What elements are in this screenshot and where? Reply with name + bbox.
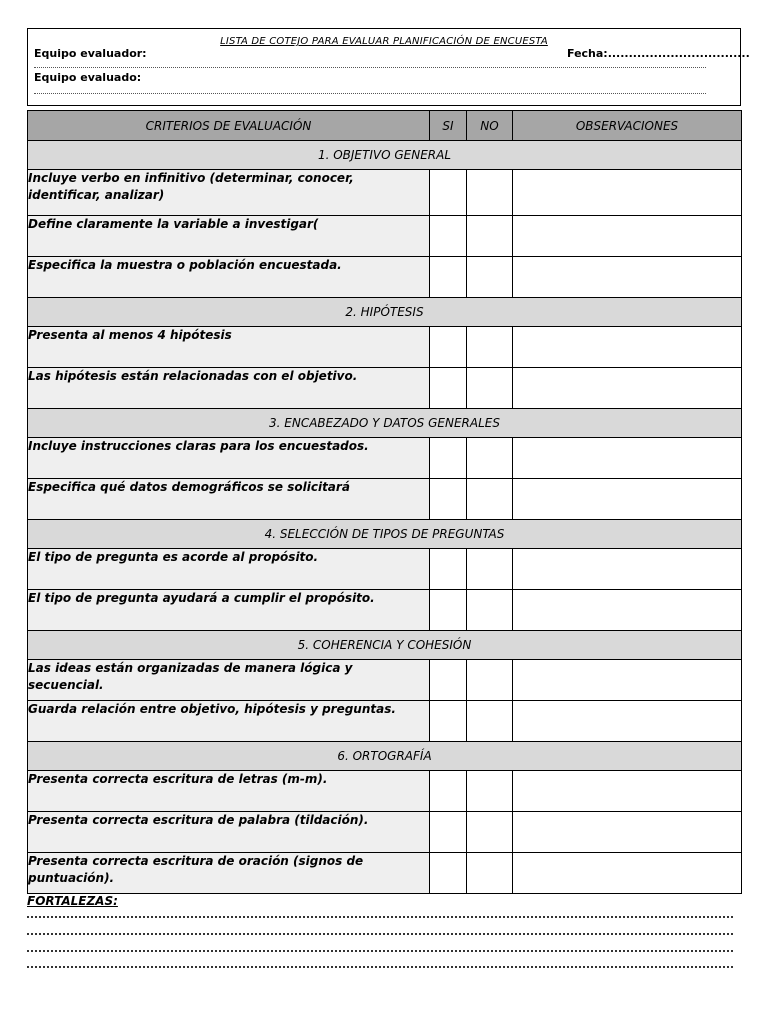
- observations-cell[interactable]: [513, 216, 742, 257]
- si-checkbox-cell[interactable]: [430, 812, 467, 853]
- si-checkbox-cell[interactable]: [430, 701, 467, 742]
- section-row: [28, 520, 742, 549]
- no-checkbox-cell[interactable]: [467, 853, 513, 894]
- observations-cell[interactable]: [513, 368, 742, 409]
- criterion-text: El tipo de pregunta es acorde al propósito.: [28, 549, 430, 590]
- section-row: [28, 631, 742, 660]
- observations-cell[interactable]: [513, 701, 742, 742]
- observations-cell[interactable]: [513, 479, 742, 520]
- section-row: [28, 409, 742, 438]
- si-checkbox-cell[interactable]: [430, 170, 467, 216]
- observations-cell[interactable]: [513, 438, 742, 479]
- form-title: LISTA DE COTEJO PARA EVALUAR PLANIFICACIÓN DE ENCUESTA: [220, 36, 548, 47]
- si-checkbox-cell[interactable]: [430, 216, 467, 257]
- criterion-text: Presenta correcta escritura de letras (m-m).: [28, 771, 430, 812]
- criterion-row: [28, 812, 742, 853]
- criterion-row: [28, 853, 742, 894]
- column-header-observations: OBSERVACIONES: [513, 111, 742, 141]
- criterion-row: [28, 660, 742, 701]
- criterion-row: [28, 771, 742, 812]
- no-checkbox-cell[interactable]: [467, 170, 513, 216]
- criterion-text: Las hipótesis están relacionadas con el objetivo.: [28, 368, 430, 409]
- section-title: 2. HIPÓTESIS: [28, 298, 742, 327]
- evaluated-line[interactable]: [34, 93, 706, 94]
- si-checkbox-cell[interactable]: [430, 853, 467, 894]
- no-checkbox-cell[interactable]: [467, 660, 513, 701]
- fortalezas-line[interactable]: [27, 966, 733, 968]
- observations-cell[interactable]: [513, 853, 742, 894]
- criterion-row: [28, 170, 742, 216]
- section-title: 3. ENCABEZADO Y DATOS GENERALES: [28, 409, 742, 438]
- column-header-criteria: CRITERIOS DE EVALUACIÓN: [28, 111, 430, 141]
- evaluator-label: Equipo evaluador:: [34, 47, 147, 60]
- observations-cell[interactable]: [513, 327, 742, 368]
- si-checkbox-cell[interactable]: [430, 549, 467, 590]
- no-checkbox-cell[interactable]: [467, 257, 513, 298]
- no-checkbox-cell[interactable]: [467, 368, 513, 409]
- criterion-text: Define claramente la variable a investigar(: [28, 216, 430, 257]
- observations-cell[interactable]: [513, 660, 742, 701]
- criterion-text: Especifica qué datos demográficos se solicitará: [28, 479, 430, 520]
- si-checkbox-cell[interactable]: [430, 590, 467, 631]
- observations-cell[interactable]: [513, 590, 742, 631]
- criterion-text: Presenta correcta escritura de oración (signos de puntuación).: [28, 853, 430, 894]
- criterion-text: Presenta correcta escritura de palabra (tildación).: [28, 812, 430, 853]
- no-checkbox-cell[interactable]: [467, 549, 513, 590]
- fortalezas-label: FORTALEZAS:: [27, 894, 118, 908]
- evaluator-line[interactable]: [34, 67, 706, 68]
- criterion-row: [28, 327, 742, 368]
- observations-cell[interactable]: [513, 812, 742, 853]
- no-checkbox-cell[interactable]: [467, 438, 513, 479]
- observations-cell[interactable]: [513, 549, 742, 590]
- section-row: [28, 742, 742, 771]
- date-field[interactable]: Fecha:..................................: [567, 47, 750, 60]
- criterion-text: Incluye instrucciones claras para los encuestados.: [28, 438, 430, 479]
- observations-cell[interactable]: [513, 771, 742, 812]
- no-checkbox-cell[interactable]: [467, 216, 513, 257]
- evaluated-label: Equipo evaluado:: [34, 71, 142, 84]
- no-checkbox-cell[interactable]: [467, 701, 513, 742]
- section-title: 6. ORTOGRAFÍA: [28, 742, 742, 771]
- si-checkbox-cell[interactable]: [430, 257, 467, 298]
- section-row: [28, 298, 742, 327]
- no-checkbox-cell[interactable]: [467, 590, 513, 631]
- si-checkbox-cell[interactable]: [430, 479, 467, 520]
- criterion-text: Las ideas están organizadas de manera lógica y secuencial.: [28, 660, 430, 701]
- column-header-si: SI: [430, 111, 467, 141]
- no-checkbox-cell[interactable]: [467, 812, 513, 853]
- column-header-no: NO: [467, 111, 513, 141]
- section-title: 5. COHERENCIA Y COHESIÓN: [28, 631, 742, 660]
- criterion-row: [28, 216, 742, 257]
- section-row: [28, 141, 742, 170]
- criterion-row: [28, 257, 742, 298]
- si-checkbox-cell[interactable]: [430, 327, 467, 368]
- no-checkbox-cell[interactable]: [467, 771, 513, 812]
- si-checkbox-cell[interactable]: [430, 368, 467, 409]
- fortalezas-line[interactable]: [27, 916, 733, 918]
- checklist-table: [27, 110, 742, 894]
- criterion-row: [28, 438, 742, 479]
- si-checkbox-cell[interactable]: [430, 771, 467, 812]
- fortalezas-line[interactable]: [27, 950, 733, 952]
- section-title: 1. OBJETIVO GENERAL: [28, 141, 742, 170]
- si-checkbox-cell[interactable]: [430, 660, 467, 701]
- criterion-text: Especifica la muestra o población encuestada.: [28, 257, 430, 298]
- criterion-row: [28, 701, 742, 742]
- fortalezas-line[interactable]: [27, 933, 733, 935]
- no-checkbox-cell[interactable]: [467, 479, 513, 520]
- criterion-text: El tipo de pregunta ayudará a cumplir el propósito.: [28, 590, 430, 631]
- si-checkbox-cell[interactable]: [430, 438, 467, 479]
- form-header: [27, 28, 750, 106]
- observations-cell[interactable]: [513, 170, 742, 216]
- criterion-row: [28, 368, 742, 409]
- checklist-body: [28, 141, 742, 894]
- no-checkbox-cell[interactable]: [467, 327, 513, 368]
- criterion-text: Presenta al menos 4 hipótesis: [28, 327, 430, 368]
- criterion-row: [28, 479, 742, 520]
- criterion-text: Incluye verbo en infinitivo (determinar, conocer, identificar, analizar): [28, 170, 430, 216]
- criterion-text: Guarda relación entre objetivo, hipótesis y preguntas.: [28, 701, 430, 742]
- criterion-row: [28, 590, 742, 631]
- observations-cell[interactable]: [513, 257, 742, 298]
- section-title: 4. SELECCIÓN DE TIPOS DE PREGUNTAS: [28, 520, 742, 549]
- criterion-row: [28, 549, 742, 590]
